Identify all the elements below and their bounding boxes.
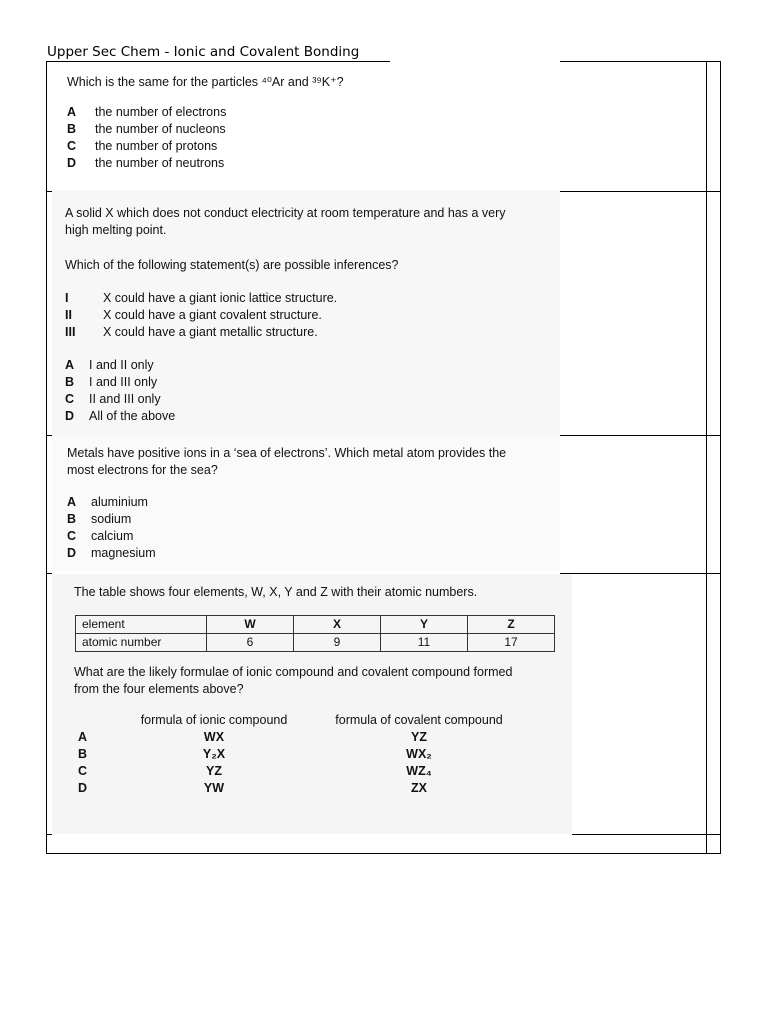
statement-ii: II X could have a giant covalent structure. xyxy=(65,308,322,322)
table-inner-right-border xyxy=(706,61,707,854)
option-a: A aluminium xyxy=(67,495,148,509)
option-b: B sodium xyxy=(67,512,132,526)
question-1 xyxy=(67,74,344,172)
table-row xyxy=(76,634,555,652)
table-cell: 9 xyxy=(294,634,381,652)
option-d: D All of the above xyxy=(65,409,176,423)
option-a: A I and II only xyxy=(65,358,154,372)
question-stem: most electrons for the sea? xyxy=(67,463,218,477)
question-stem: A solid X which does not conduct electricity at room temperature and has a very xyxy=(65,206,506,220)
table-cell: W xyxy=(207,616,294,634)
header-rule xyxy=(47,61,390,62)
question-4 xyxy=(74,584,564,797)
table-top-border xyxy=(560,61,721,62)
col-covalent-header: formula of covalent compound xyxy=(335,713,503,727)
row-divider xyxy=(560,191,721,192)
option-b: B I and III only xyxy=(65,375,158,389)
question-prompt: Which of the following statement(s) are possible inferences? xyxy=(65,258,399,272)
row-tick xyxy=(46,834,52,835)
option-c: C calcium xyxy=(67,529,134,543)
answer-option-b: B Y₂X WX₂ xyxy=(78,747,432,761)
table-cell: 11 xyxy=(381,634,468,652)
statement-i: I X could have a giant ionic lattice structure. xyxy=(65,291,338,305)
table-left-border xyxy=(46,61,47,854)
table-row xyxy=(76,616,555,634)
answer-header xyxy=(74,712,564,729)
page-title: Upper Sec Chem - Ionic and Covalent Bonding xyxy=(47,44,360,60)
answer-option-a: A WX YZ xyxy=(78,730,427,744)
option-d: D magnesium xyxy=(67,546,156,560)
question-3 xyxy=(67,445,506,562)
table-cell: X xyxy=(294,616,381,634)
answer-option-c: C YZ WZ₄ xyxy=(78,764,432,778)
option-c: C II and III only xyxy=(65,392,161,406)
question-stem: The table shows four elements, W, X, Y and Z with their atomic numbers. xyxy=(74,585,478,599)
question-prompt: from the four elements above? xyxy=(74,682,244,696)
table-bottom-border xyxy=(46,853,721,854)
table-cell: 6 xyxy=(207,634,294,652)
table-cell: Z xyxy=(468,616,555,634)
answer-grid xyxy=(74,712,564,797)
elements-table xyxy=(75,615,555,652)
question-stem: high melting point. xyxy=(65,223,167,237)
statement-iii: III X could have a giant metallic structure. xyxy=(65,325,318,339)
question-2 xyxy=(65,205,506,425)
table-right-border xyxy=(720,61,721,854)
row-divider xyxy=(560,435,721,436)
col-ionic-header: formula of ionic compound xyxy=(140,713,288,727)
question-stem: Metals have positive ions in a ‘sea of electrons’. Which metal atom provides the xyxy=(67,446,507,460)
option-d: D the number of neutrons xyxy=(67,156,225,170)
row-divider xyxy=(560,573,721,574)
answer-option-d: D YW ZX xyxy=(78,781,427,795)
question-stem: Which is the same for the particles ⁴⁰Ar and ³⁹K⁺? xyxy=(67,75,344,89)
row-divider xyxy=(572,834,721,835)
option-a: A the number of electrons xyxy=(67,105,227,119)
option-c: C the number of protons xyxy=(67,139,218,153)
table-cell: element xyxy=(76,616,207,634)
table-cell: 17 xyxy=(468,634,555,652)
option-b: B the number of nucleons xyxy=(67,122,226,136)
table-cell: Y xyxy=(381,616,468,634)
table-cell: atomic number xyxy=(76,634,207,652)
question-prompt: What are the likely formulae of ionic compound and covalent compound formed xyxy=(74,665,513,679)
